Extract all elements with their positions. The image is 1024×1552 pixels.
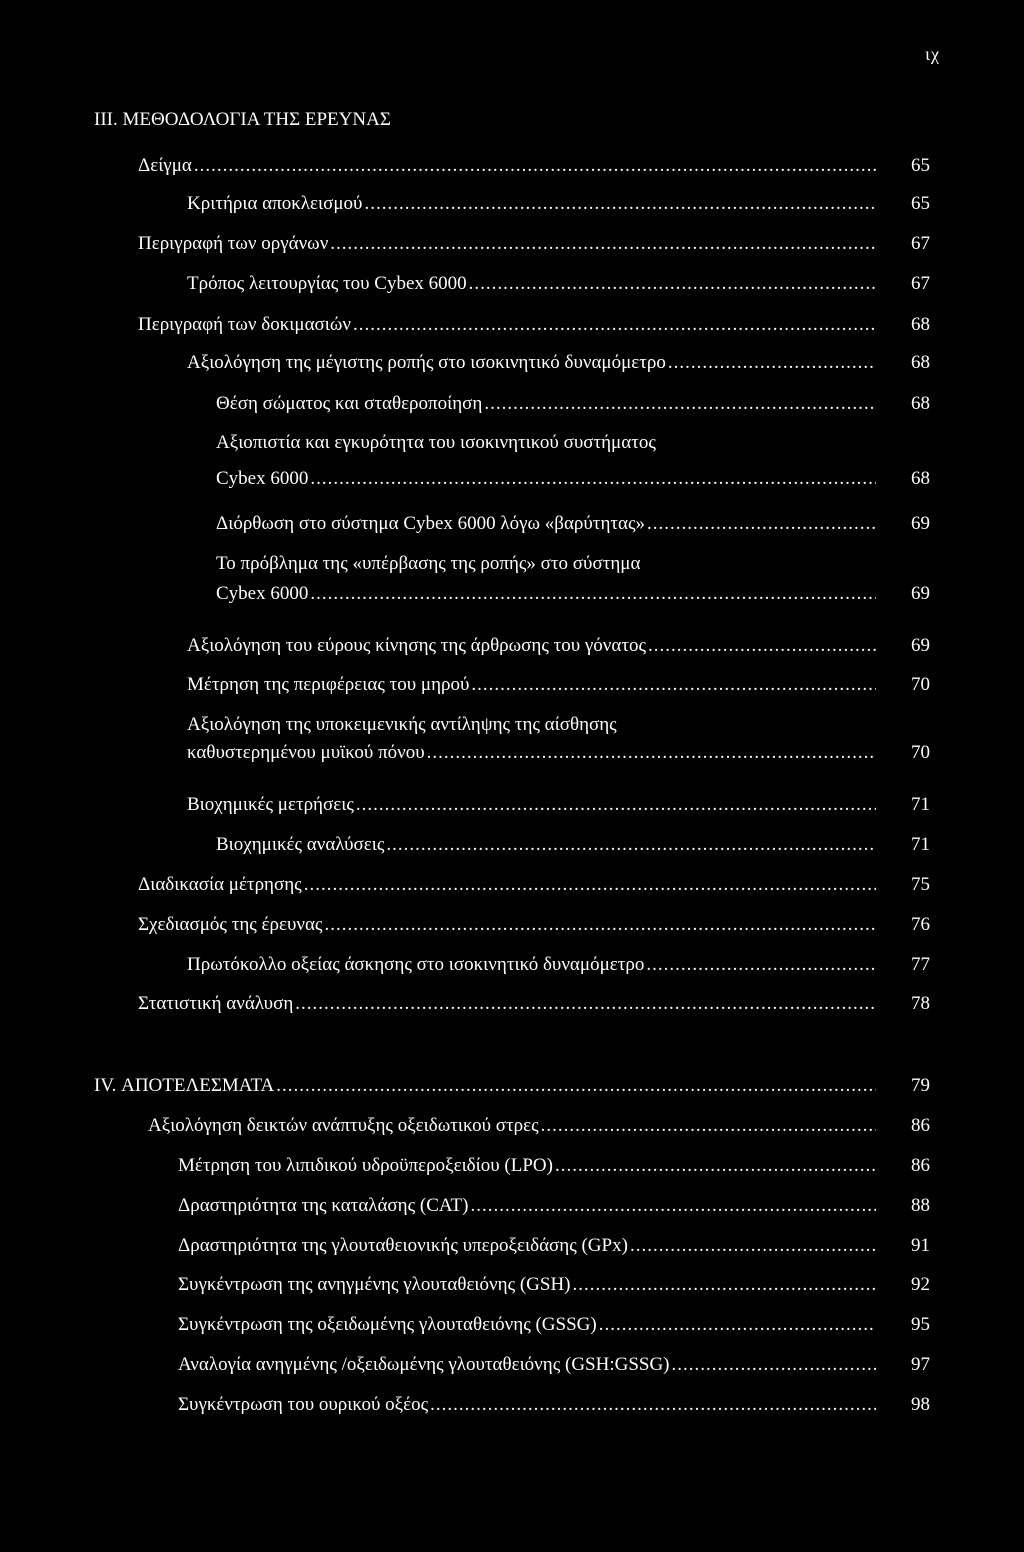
entry-title: Συγκέντρωση της οξειδωμένης γλουταθειόνης (GSSG) [178,1314,597,1335]
entry-title-line1: Αξιοπιστία και εγκυρότητα του ισοκινητικού συστήματος [216,432,656,453]
dot-leader [470,1194,876,1218]
entry-page: 71 [911,794,930,815]
entry-page: 69 [911,635,930,656]
entry-page: 76 [911,914,930,935]
entry-title: Περιγραφή των δοκιμασιών [138,314,351,335]
dot-leader [295,992,876,1016]
entry-title: Πρωτόκολλο οξείας άσκησης στο ισοκινητικό δυναμόμετρο [187,954,645,975]
toc-entry[interactable] [94,1074,930,1098]
entry-page: 65 [911,193,930,214]
dot-leader [427,741,876,765]
dot-leader [324,913,876,937]
toc-entry[interactable] [187,634,930,658]
entry-title: Αξιολόγηση της μέγιστης ροπής στο ισοκινητικό δυναμόμετρο [187,352,666,373]
dot-leader [573,1273,876,1297]
entry-page: 70 [911,742,930,763]
entry-title: Κριτήρια αποκλεισμού [187,193,363,214]
toc-entry[interactable] [138,873,930,897]
dot-leader [630,1234,876,1258]
dot-leader [599,1313,876,1337]
dot-leader [648,634,876,658]
dot-leader [646,953,876,977]
dot-leader [330,232,876,256]
entry-page: 68 [911,468,930,489]
toc-entry[interactable] [138,992,930,1016]
toc-entry[interactable] [138,313,930,337]
entry-title: Διόρθωση στο σύστημα Cybex 6000 λόγω «βαρύτητας» [216,513,645,534]
entry-title: Τρόπος λειτουργίας του Cybex 6000 [187,273,467,294]
toc-entry[interactable] [178,1194,930,1218]
entry-title: Βιοχημικές αναλύσεις [216,834,385,855]
entry-page: 67 [911,233,930,254]
toc-entry[interactable] [138,154,930,178]
entry-title: Θέση σώματος και σταθεροποίηση [216,393,483,414]
entry-title: Cybex 6000 [216,468,309,489]
dot-leader [310,467,876,491]
dot-leader [304,873,876,897]
toc-entry[interactable] [178,1393,930,1417]
dot-leader [541,1114,876,1138]
entry-page: 78 [911,993,930,1014]
entry-page: 92 [911,1274,930,1295]
entry-title: Δραστηριότητα της γλουταθειονικής υπεροξειδάσης (GPx) [178,1235,628,1256]
dot-leader [276,1074,876,1098]
entry-title-line1: Αξιολόγηση της υποκειμενικής αντίληψης της αίσθησης [187,714,617,735]
entry-title: Δείγμα [138,155,192,176]
entry-page: 86 [911,1155,930,1176]
entry-page: 98 [911,1394,930,1415]
toc-entry[interactable] [148,1114,930,1138]
toc-entry[interactable] [187,673,930,697]
dot-leader [194,154,876,178]
entry-page: 65 [911,155,930,176]
entry-title: Στατιστική ανάλυση [138,993,294,1014]
page-number: ιχ [925,44,940,64]
entry-title: Αξιολόγηση δεικτών ανάπτυξης οξειδωτικού στρες [148,1115,539,1136]
toc-entry[interactable] [178,1353,930,1377]
entry-page: 95 [911,1314,930,1335]
toc-entry[interactable] [187,793,930,817]
dot-leader [484,392,876,416]
entry-title: Βιοχημικές μετρήσεις [187,794,354,815]
entry-page: 77 [911,954,930,975]
dot-leader [471,673,876,697]
dot-leader [386,833,876,857]
entry-page: 88 [911,1195,930,1216]
toc-entry[interactable] [187,272,930,296]
toc-entry[interactable] [187,192,930,216]
toc-entry[interactable] [138,232,930,256]
dot-leader [647,512,876,536]
entry-page: 79 [911,1075,930,1096]
entry-title: Συγκέντρωση του ουρικού οξέος [178,1394,429,1415]
dot-leader [668,351,876,375]
toc-entry[interactable] [187,351,930,375]
entry-title: IV. ΑΠΟΤΕΛΕΣΜΑΤΑ [94,1075,275,1096]
entry-title: Αξιολόγηση του εύρους κίνησης της άρθρωσης του γόνατος [187,635,646,656]
dot-leader [430,1393,876,1417]
entry-page: 69 [911,513,930,534]
toc-entry[interactable] [178,1234,930,1258]
dot-leader [353,313,876,337]
entry-title: Συγκέντρωση της ανηγμένης γλουταθειόνης (GSH) [178,1274,571,1295]
toc-entry[interactable] [178,1273,930,1297]
entry-page: 86 [911,1115,930,1136]
entry-title: Μέτρηση της περιφέρειας του μηρού [187,674,470,695]
dot-leader [356,793,876,817]
entry-page: 68 [911,352,930,373]
entry-title: Μέτρηση του λιπιδικού υδροϋπεροξειδίου (LPO) [178,1155,553,1176]
toc-entry[interactable] [216,431,930,491]
toc-entry[interactable] [216,552,930,606]
entry-page: 71 [911,834,930,855]
entry-title: Δραστηριότητα της καταλάσης (CAT) [178,1195,469,1216]
entry-page: 68 [911,393,930,414]
toc-entry[interactable] [187,953,930,977]
dot-leader [555,1154,876,1178]
entry-page: 69 [911,583,930,604]
entry-page: 70 [911,674,930,695]
section-heading: III. ΜΕΘΟΔΟΛΟΓΙΑ ΤΗΣ ΕΡΕΥΝΑΣ [94,109,391,130]
toc-entry[interactable] [216,833,930,857]
dot-leader [310,582,876,606]
entry-title: Αναλογία ανηγμένης /οξειδωμένης γλουταθειόνης (GSH:GSSG) [178,1354,670,1375]
entry-title-line1: Το πρόβλημα της «υπέρβασης της ροπής» στο σύστημα [216,553,641,574]
toc-entry[interactable] [187,713,930,765]
entry-page: 97 [911,1354,930,1375]
entry-title: Περιγραφή των οργάνων [138,233,329,254]
entry-title: Cybex 6000 [216,583,309,604]
entry-title: Σχεδιασμός της έρευνας [138,914,323,935]
entry-page: 67 [911,273,930,294]
entry-page: 75 [911,874,930,895]
entry-page: 91 [911,1235,930,1256]
dot-leader [469,272,876,296]
toc-entry[interactable] [216,392,930,416]
entry-title: Διαδικασία μέτρησης [138,874,302,895]
toc-entry[interactable] [216,512,930,536]
toc-entry[interactable] [138,913,930,937]
dot-leader [672,1353,876,1377]
dot-leader [364,192,876,216]
toc-entry[interactable] [178,1154,930,1178]
entry-page: 68 [911,314,930,335]
toc-entry[interactable] [178,1313,930,1337]
entry-title: καθυστερημένου μυϊκού πόνου [187,742,425,763]
